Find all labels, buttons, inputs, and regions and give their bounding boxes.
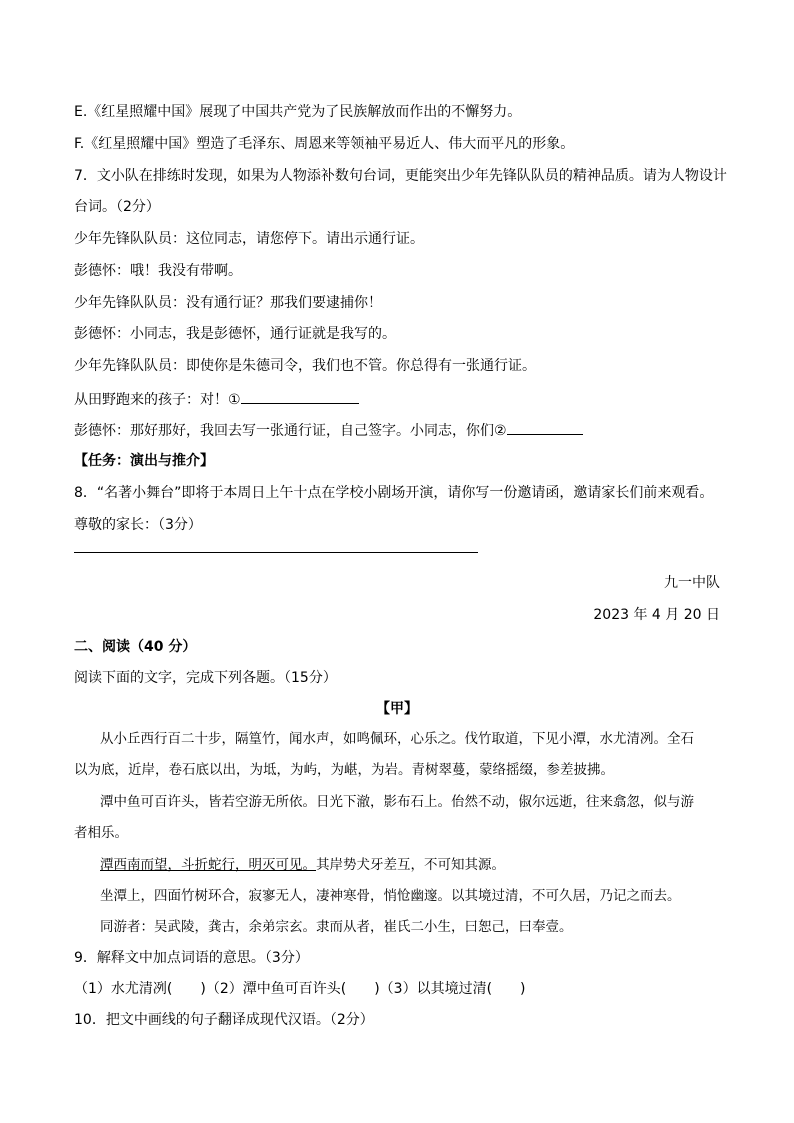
answer-line[interactable]: [74, 552, 478, 553]
dialogue-1: 少年先锋队队员：这位同志，请您停下。请出示通行证。: [74, 231, 424, 247]
task-heading: 【任务：演出与推介】: [74, 453, 214, 469]
section-2-heading: 二、阅读（40 分）: [74, 639, 197, 655]
reading-intro: 阅读下面的文字，完成下列各题。（15分）: [74, 670, 337, 686]
passage-p1-line1: 从小丘西行百二十步，隔篁竹，闻水声，如鸣佩环，心乐之。伐竹取道，下见小潭，水尤清冽。全石: [100, 731, 694, 747]
question-10: 10．把文中画线的句子翻译成现代汉语。（2分）: [74, 1012, 374, 1028]
question-7-line1: 7．文小队在排练时发现，如果为人物添补数句台词，更能突出少年先锋队队员的精神品质。请为人物设计: [74, 168, 727, 184]
passage-p2-line1: 潭中鱼可百许头，皆若空游无所依。日光下澈，影布石上。佁然不动，俶尔远逝，往来翕忽，似与游: [100, 794, 694, 810]
dialogue-3: 少年先锋队队员：没有通行证？那我们要逮捕你！: [74, 295, 382, 311]
option-e: E.《红星照耀中国》展现了中国共产党为了民族解放而作出的不懈努力。: [74, 104, 522, 120]
passage-p3-rest: 其岸势犬牙差互，不可知其源。: [316, 857, 505, 873]
passage-p2-line2: 者相乐。: [74, 825, 128, 841]
passage-p1-line2: 以为底，近岸，卷石底以出，为坻，为屿，为嵁，为岩。青树翠蔓，蒙络摇缀，参差披拂。: [74, 762, 614, 778]
question-8: 8．“名著小舞台”即将于本周日上午十点在学校小剧场开演，请你写一份邀请函，邀请家长们前来观看。: [74, 485, 714, 501]
dialogue-5: 少年先锋队队员：即使你是朱德司令，我们也不管。你总得有一张通行证。: [74, 358, 536, 374]
dialogue-7-text: 彭德怀：那好那好，我回去写一张通行证，自己签字。小同志，你们②: [74, 423, 507, 439]
dialogue-6-text: 从田野跑来的孩子：对！①: [74, 392, 241, 408]
question-9: 9．解释文中加点词语的意思。（3分）: [74, 950, 309, 966]
answer-blank-2[interactable]: [507, 419, 583, 435]
underlined-sentence: 潭西南而望，斗折蛇行，明灭可见。: [100, 857, 316, 873]
signature: 九一中队: [664, 575, 720, 591]
question-9-items: （1）水尤清冽( )（2）潭中鱼可百许头( )（3）以其境过清( ): [74, 981, 526, 997]
dialogue-2: 彭德怀：哦！我没有带啊。: [74, 263, 242, 279]
passage-p3: [100, 855, 505, 875]
passage-label: 【甲】: [376, 701, 418, 717]
answer-blank-1[interactable]: [241, 388, 359, 404]
dialogue-7: [74, 419, 583, 441]
passage-p5: 同游者：吴武陵，龚古，余弟宗玄。隶而从者，崔氏二小生，曰恕己，曰奉壹。: [100, 919, 573, 935]
date: 2023 年 4 月 20 日: [593, 607, 720, 623]
dialogue-6: [74, 388, 359, 410]
greeting: 尊敬的家长：（3分）: [74, 517, 202, 533]
passage-p4: 坐潭上，四面竹树环合，寂寥无人，凄神寒骨，悄怆幽邃。以其境过清，不可久居，乃记之而去。: [100, 888, 681, 904]
option-f: F.《红星照耀中国》塑造了毛泽东、周恩来等领袖平易近人、伟大而平凡的形象。: [74, 136, 575, 152]
question-7-line2: 台词。（2分）: [74, 199, 160, 215]
dialogue-4: 彭德怀：小同志，我是彭德怀，通行证就是我写的。: [74, 326, 396, 342]
